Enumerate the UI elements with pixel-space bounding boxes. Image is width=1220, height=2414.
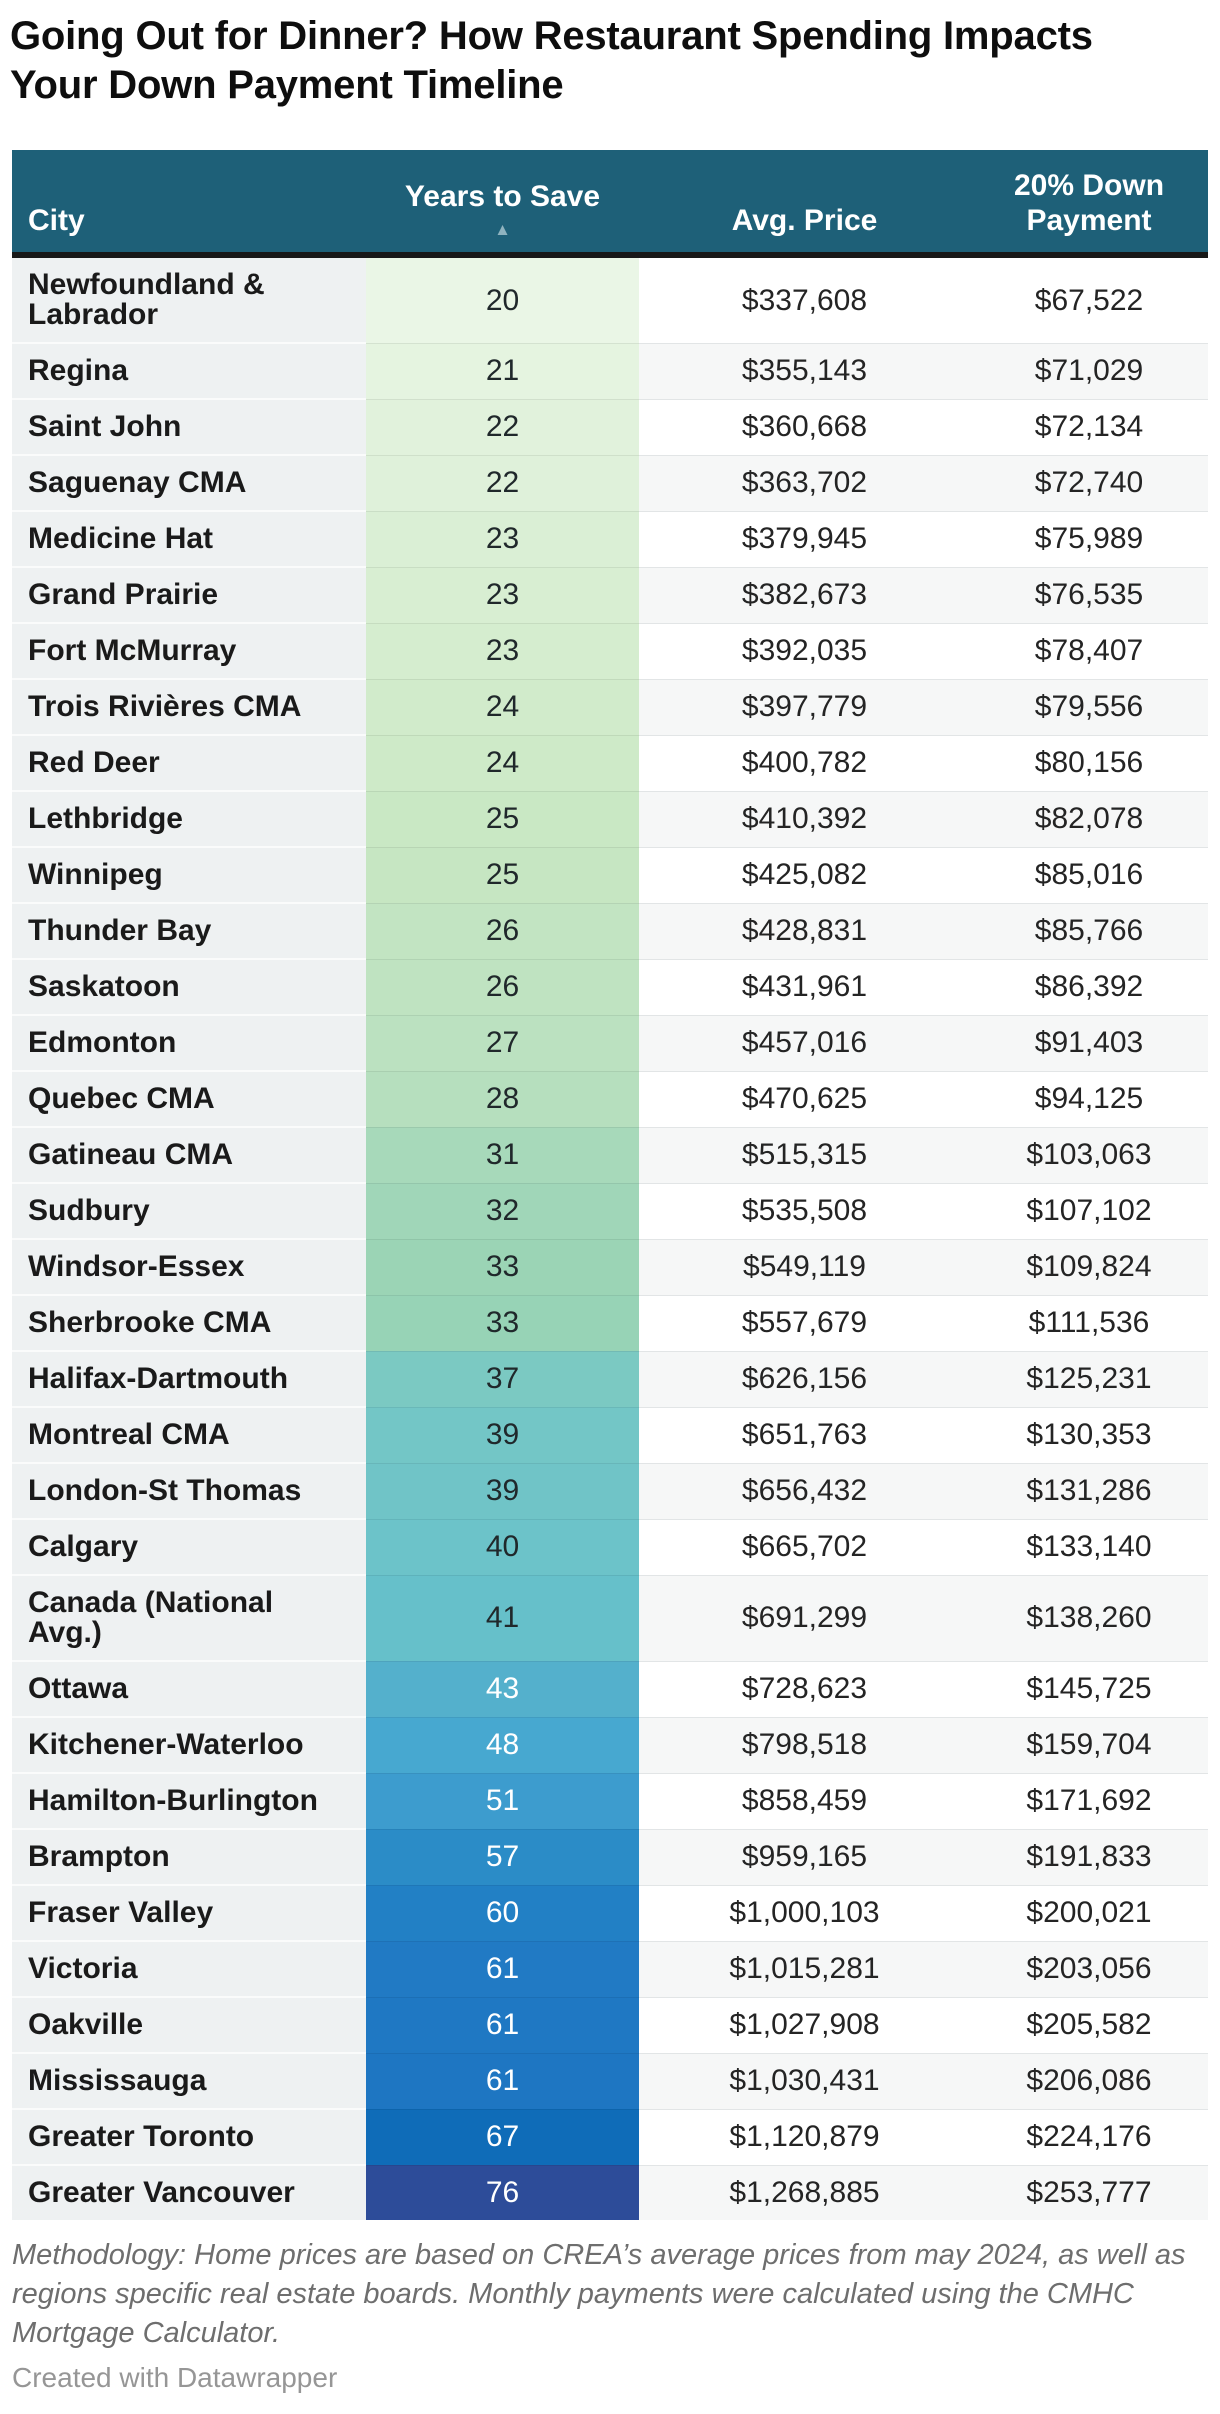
- price-cell: $549,119: [639, 1239, 970, 1295]
- table-row: [12, 1519, 1208, 1575]
- city-cell: Kitchener-Waterloo: [12, 1717, 366, 1773]
- years-cell: 23: [366, 623, 639, 679]
- years-to-save-table: [12, 150, 1208, 2221]
- down-payment-cell: $159,704: [970, 1717, 1208, 1773]
- city-cell: Regina: [12, 343, 366, 399]
- column-header-avg-price[interactable]: Avg. Price: [639, 150, 970, 256]
- down-payment-cell: $78,407: [970, 623, 1208, 679]
- table-row: [12, 1071, 1208, 1127]
- table-row: [12, 343, 1208, 399]
- table-header: [12, 150, 1208, 256]
- price-cell: $656,432: [639, 1463, 970, 1519]
- city-cell: Sherbrooke CMA: [12, 1295, 366, 1351]
- price-cell: $1,015,281: [639, 1941, 970, 1997]
- years-cell: 26: [366, 959, 639, 1015]
- header-row: [12, 150, 1208, 256]
- price-cell: $410,392: [639, 791, 970, 847]
- price-cell: $382,673: [639, 567, 970, 623]
- down-payment-cell: $130,353: [970, 1407, 1208, 1463]
- price-cell: $1,027,908: [639, 1997, 970, 2053]
- city-cell: Saint John: [12, 399, 366, 455]
- down-payment-cell: $103,063: [970, 1127, 1208, 1183]
- years-cell: 57: [366, 1829, 639, 1885]
- city-cell: Canada (National Avg.): [12, 1575, 366, 1661]
- price-cell: $557,679: [639, 1295, 970, 1351]
- city-cell: Greater Vancouver: [12, 2165, 366, 2220]
- table-body: [12, 255, 1208, 2220]
- price-cell: $1,120,879: [639, 2109, 970, 2165]
- table-row: [12, 1015, 1208, 1071]
- city-cell: Edmonton: [12, 1015, 366, 1071]
- down-payment-cell: $86,392: [970, 959, 1208, 1015]
- down-payment-cell: $82,078: [970, 791, 1208, 847]
- down-payment-cell: $191,833: [970, 1829, 1208, 1885]
- table-row: [12, 2053, 1208, 2109]
- page-title: Going Out for Dinner? How Restaurant Spending Impacts Your Down Payment Timeline: [10, 14, 1093, 107]
- down-payment-cell: $80,156: [970, 735, 1208, 791]
- price-cell: $425,082: [639, 847, 970, 903]
- years-cell: 41: [366, 1575, 639, 1661]
- city-cell: Calgary: [12, 1519, 366, 1575]
- price-cell: $428,831: [639, 903, 970, 959]
- price-cell: $337,608: [639, 255, 970, 343]
- city-cell: Ottawa: [12, 1661, 366, 1717]
- city-cell: Windsor-Essex: [12, 1239, 366, 1295]
- table-row: [12, 679, 1208, 735]
- price-cell: $431,961: [639, 959, 970, 1015]
- down-payment-cell: $131,286: [970, 1463, 1208, 1519]
- table-row: [12, 847, 1208, 903]
- table-row: [12, 1997, 1208, 2053]
- price-cell: $626,156: [639, 1351, 970, 1407]
- chart-footer: [12, 2236, 1208, 2394]
- price-cell: $363,702: [639, 455, 970, 511]
- city-cell: Victoria: [12, 1941, 366, 1997]
- years-cell: 37: [366, 1351, 639, 1407]
- years-cell: 25: [366, 791, 639, 847]
- table-row: [12, 1295, 1208, 1351]
- down-payment-cell: $72,134: [970, 399, 1208, 455]
- table-row: [12, 1941, 1208, 1997]
- years-cell: 24: [366, 735, 639, 791]
- sort-ascending-icon: ▲: [494, 220, 511, 240]
- price-cell: $1,000,103: [639, 1885, 970, 1941]
- years-cell: 22: [366, 399, 639, 455]
- city-cell: Thunder Bay: [12, 903, 366, 959]
- price-cell: $397,779: [639, 679, 970, 735]
- column-header-down-payment[interactable]: 20% Down Payment: [970, 150, 1208, 256]
- table-row: [12, 903, 1208, 959]
- city-cell: Halifax-Dartmouth: [12, 1351, 366, 1407]
- years-cell: 61: [366, 1997, 639, 2053]
- table-row: [12, 255, 1208, 343]
- column-header-years-to-save[interactable]: [366, 150, 639, 256]
- years-cell: 61: [366, 1941, 639, 1997]
- methodology-note: Methodology: Home prices are based on CREA’s average prices from may 2024, as well as regions specific real estate boards. Monthly payments were calculated using the CMHC Mortgage Calculator.: [12, 2239, 1186, 2349]
- price-cell: $400,782: [639, 735, 970, 791]
- down-payment-cell: $85,016: [970, 847, 1208, 903]
- city-cell: Oakville: [12, 1997, 366, 2053]
- city-cell: Grand Prairie: [12, 567, 366, 623]
- table-row: [12, 399, 1208, 455]
- price-cell: $457,016: [639, 1015, 970, 1071]
- down-payment-cell: $75,989: [970, 511, 1208, 567]
- price-cell: $1,268,885: [639, 2165, 970, 2220]
- years-cell: 67: [366, 2109, 639, 2165]
- city-cell: London-St Thomas: [12, 1463, 366, 1519]
- city-cell: Gatineau CMA: [12, 1127, 366, 1183]
- down-payment-cell: $206,086: [970, 2053, 1208, 2109]
- years-cell: 43: [366, 1661, 639, 1717]
- years-cell: 39: [366, 1463, 639, 1519]
- price-cell: $798,518: [639, 1717, 970, 1773]
- table-row: [12, 1829, 1208, 1885]
- years-cell: 20: [366, 255, 639, 343]
- years-cell: 33: [366, 1295, 639, 1351]
- years-cell: 48: [366, 1717, 639, 1773]
- down-payment-cell: $111,536: [970, 1295, 1208, 1351]
- table-row: [12, 1575, 1208, 1661]
- table-row: [12, 2165, 1208, 2220]
- down-payment-cell: $79,556: [970, 679, 1208, 735]
- table-row: [12, 1351, 1208, 1407]
- years-cell: 23: [366, 511, 639, 567]
- down-payment-cell: $224,176: [970, 2109, 1208, 2165]
- price-cell: $665,702: [639, 1519, 970, 1575]
- down-payment-cell: $76,535: [970, 567, 1208, 623]
- table-row: [12, 735, 1208, 791]
- years-cell: 32: [366, 1183, 639, 1239]
- down-payment-cell: $138,260: [970, 1575, 1208, 1661]
- city-cell: Lethbridge: [12, 791, 366, 847]
- price-cell: $515,315: [639, 1127, 970, 1183]
- price-cell: $470,625: [639, 1071, 970, 1127]
- years-cell: 28: [366, 1071, 639, 1127]
- city-cell: Hamilton-Burlington: [12, 1773, 366, 1829]
- city-cell: Mississauga: [12, 2053, 366, 2109]
- years-cell: 39: [366, 1407, 639, 1463]
- years-to-save-label: Years to Save: [404, 179, 601, 213]
- city-cell: Newfoundland & Labrador: [12, 255, 366, 343]
- table-row: [12, 1773, 1208, 1829]
- table-row: [12, 1239, 1208, 1295]
- years-cell: 31: [366, 1127, 639, 1183]
- table-row: [12, 959, 1208, 1015]
- down-payment-cell: $107,102: [970, 1183, 1208, 1239]
- city-cell: Sudbury: [12, 1183, 366, 1239]
- table-row: [12, 2109, 1208, 2165]
- price-cell: $360,668: [639, 399, 970, 455]
- years-cell: 60: [366, 1885, 639, 1941]
- city-cell: Saguenay CMA: [12, 455, 366, 511]
- price-cell: $1,030,431: [639, 2053, 970, 2109]
- city-cell: Montreal CMA: [12, 1407, 366, 1463]
- city-cell: Fort McMurray: [12, 623, 366, 679]
- years-cell: 27: [366, 1015, 639, 1071]
- down-payment-cell: $205,582: [970, 1997, 1208, 2053]
- price-cell: $691,299: [639, 1575, 970, 1661]
- down-payment-cell: $67,522: [970, 255, 1208, 343]
- table-row: [12, 1407, 1208, 1463]
- years-cell: 26: [366, 903, 639, 959]
- table-row: [12, 623, 1208, 679]
- down-payment-cell: $72,740: [970, 455, 1208, 511]
- years-cell: 40: [366, 1519, 639, 1575]
- table-row: [12, 791, 1208, 847]
- table-row: [12, 1127, 1208, 1183]
- city-cell: Brampton: [12, 1829, 366, 1885]
- down-payment-cell: $133,140: [970, 1519, 1208, 1575]
- years-cell: 23: [366, 567, 639, 623]
- price-cell: $728,623: [639, 1661, 970, 1717]
- city-cell: Winnipeg: [12, 847, 366, 903]
- down-payment-cell: $91,403: [970, 1015, 1208, 1071]
- down-payment-cell: $203,056: [970, 1941, 1208, 1997]
- city-cell: Medicine Hat: [12, 511, 366, 567]
- price-cell: $959,165: [639, 1829, 970, 1885]
- column-header-city[interactable]: City: [12, 150, 366, 256]
- years-cell: 21: [366, 343, 639, 399]
- price-cell: $379,945: [639, 511, 970, 567]
- years-cell: 76: [366, 2165, 639, 2220]
- down-payment-cell: $171,692: [970, 1773, 1208, 1829]
- table-row: [12, 455, 1208, 511]
- price-cell: $355,143: [639, 343, 970, 399]
- down-payment-cell: $71,029: [970, 343, 1208, 399]
- table-row: [12, 1183, 1208, 1239]
- city-cell: Saskatoon: [12, 959, 366, 1015]
- years-cell: 51: [366, 1773, 639, 1829]
- table-row: [12, 567, 1208, 623]
- table-row: [12, 1463, 1208, 1519]
- table-row: [12, 1717, 1208, 1773]
- city-cell: Red Deer: [12, 735, 366, 791]
- price-cell: $651,763: [639, 1407, 970, 1463]
- years-cell: 33: [366, 1239, 639, 1295]
- down-payment-cell: $253,777: [970, 2165, 1208, 2220]
- city-cell: Quebec CMA: [12, 1071, 366, 1127]
- down-payment-cell: $94,125: [970, 1071, 1208, 1127]
- datawrapper-credit-link[interactable]: Created with Datawrapper: [12, 2362, 338, 2394]
- table-row: [12, 511, 1208, 567]
- city-cell: Trois Rivières CMA: [12, 679, 366, 735]
- years-cell: 25: [366, 847, 639, 903]
- table-row: [12, 1661, 1208, 1717]
- years-cell: 61: [366, 2053, 639, 2109]
- down-payment-cell: $125,231: [970, 1351, 1208, 1407]
- down-payment-cell: $85,766: [970, 903, 1208, 959]
- price-cell: $858,459: [639, 1773, 970, 1829]
- years-cell: 22: [366, 455, 639, 511]
- price-cell: $535,508: [639, 1183, 970, 1239]
- table-row: [12, 1885, 1208, 1941]
- down-payment-cell: $145,725: [970, 1661, 1208, 1717]
- city-cell: Fraser Valley: [12, 1885, 366, 1941]
- price-cell: $392,035: [639, 623, 970, 679]
- years-cell: 24: [366, 679, 639, 735]
- down-payment-cell: $109,824: [970, 1239, 1208, 1295]
- city-cell: Greater Toronto: [12, 2109, 366, 2165]
- down-payment-cell: $200,021: [970, 1885, 1208, 1941]
